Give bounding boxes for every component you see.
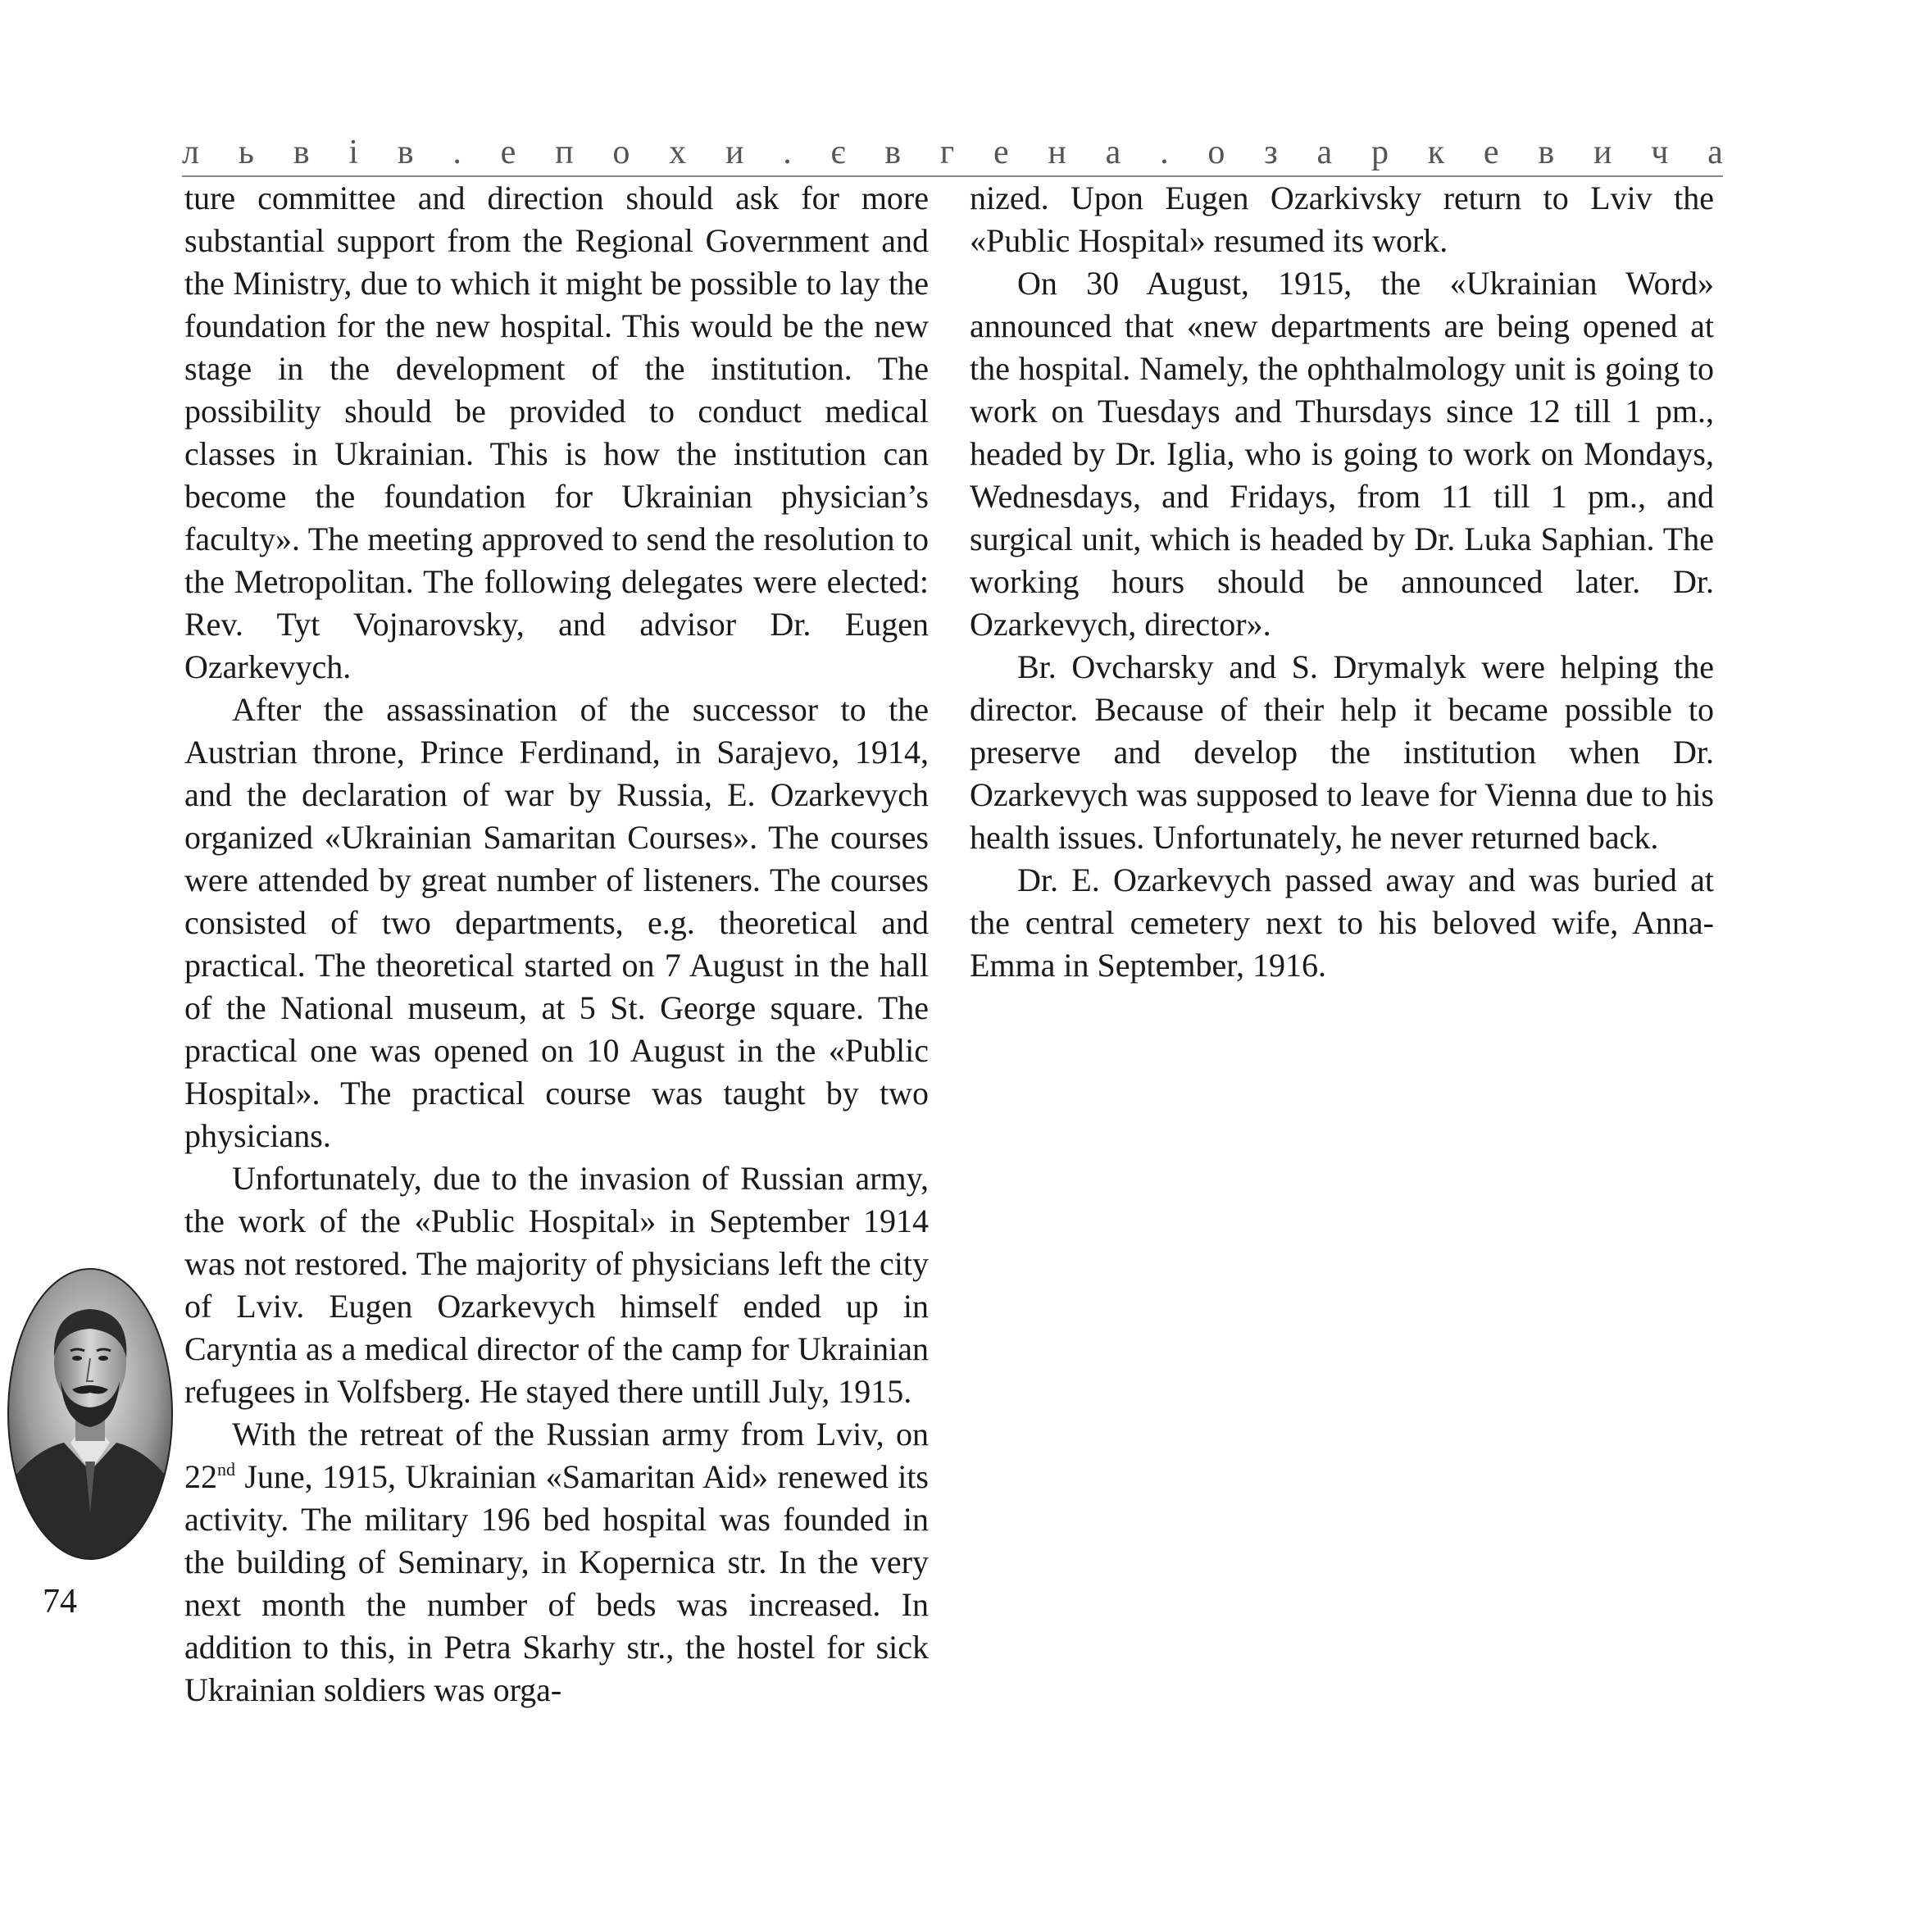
running-head-letter: ь: [238, 134, 254, 171]
running-head-letter: в: [884, 134, 902, 171]
running-head-letter: л: [182, 134, 199, 171]
running-head-letter: а: [1707, 134, 1723, 171]
running-head-letter: ч: [1651, 134, 1669, 171]
running-head-letter: з: [1264, 134, 1278, 171]
running-head-letter: а: [1316, 134, 1333, 171]
portrait-photo: [7, 1266, 175, 1562]
running-head-letter: к: [1427, 134, 1445, 171]
paragraph: nized. Upon Eugen Ozarkivsky return to Lviv the «Public Hospital» resumed its work.: [970, 180, 1714, 259]
running-head-letter: а: [1105, 134, 1121, 171]
paragraph: Unfortunately, due to the invasion of Russian army, the work of the «Public Hospital» in September 1914 was not restored. The majority of physicians left the city of Lviv. Eugen Ozarkevych himself ended up in Caryntia as a medical director of the camp for Ukrainian refugees in Volfsberg. He stayed there untill July, 1915.: [184, 1160, 929, 1410]
running-head: [182, 128, 1723, 172]
running-head-letter: в: [1538, 134, 1555, 171]
running-head-letter: е: [993, 134, 1009, 171]
running-head-letter: п: [555, 134, 574, 171]
paragraph-text: With the retreat of the Russian army from Lviv, on 22: [184, 1416, 929, 1495]
page-number: 74: [43, 1583, 77, 1621]
right-column: [970, 177, 1714, 987]
running-head-letter: о: [612, 134, 630, 171]
paragraph: Br. Ovcharsky and S. Drymalyk were helping the director. Because of their help it became possible to preserve and develop the institution when Dr. Ozarkevych was supposed to leave for Vienna due to his health issues. Unfortunately, he never returned back.: [970, 648, 1714, 856]
running-head-letter: г: [939, 134, 955, 171]
running-head-letter: .: [1160, 134, 1169, 171]
running-head-letter: і: [348, 134, 358, 171]
paragraph-text: June, 1915, Ukrainian «Samaritan Aid» renewed its activity. The military 196 bed hospital was founded in the building of Seminary, in Kopernica str. In the very next month the number of beds was increased. In addition to this, in Petra Skarhy str., the hostel for sick Ukrainian soldiers was orga-: [184, 1458, 929, 1708]
running-head-letter: р: [1371, 134, 1389, 171]
running-head-letter: х: [669, 134, 687, 171]
ordinal-suffix: nd: [217, 1459, 235, 1480]
paragraph: On 30 August, 1915, the «Ukrainian Word» announced that «new departments are being opened at the hospital. Namely, the ophthalmology unit is going to work on Tuesdays and Thursdays since 12 till 1 pm., headed by Dr. Iglia, who is going to work on Mondays, Wednesdays, and Fridays, from 11 till 1 pm., and surgical unit, which is headed by Dr. Luka Saphian. The working hours should be announced later. Dr. Ozarkevych, director».: [970, 265, 1714, 643]
running-head-letter: и: [725, 134, 744, 171]
running-head-letter: н: [1048, 134, 1066, 171]
running-head-letter: є: [830, 134, 846, 171]
running-head-letter: .: [452, 134, 461, 171]
paragraph: After the assassination of the successor to the Austrian throne, Prince Ferdinand, in Sarajevo, 1914, and the declaration of war by Russia, E. Ozarkevych organized «Ukrainian Samaritan Courses». The courses were attended by great number of listeners. The courses consisted of two departments, e.g. theoretical and practical. The theoretical started on 7 August in the hall of the National museum, at 5 St. George square. The practical one was opened on 10 August in the «Public Hospital». The practical course was taught by two physicians.: [184, 691, 929, 1154]
running-head-letter: е: [1483, 134, 1499, 171]
running-head-letter: е: [500, 134, 516, 171]
paragraph: Dr. E. Ozarkevych passed away and was buried at the central cemetery next to his beloved wife, Anna-Emma in September, 1916.: [970, 861, 1714, 984]
paragraph: ture committee and direction should ask for more substantial support from the Regional Government and the Ministry, due to which it might be possible to lay the foundation for the new hospital. This would be the new stage in the development of the institution. The possibility should be provided to conduct medical classes in Ukrainian. This is how the institution can become the foundation for Ukrainian physician’s faculty». The meeting approved to send the resolution to the Metropolitan. The following delegates were elected: Rev. Tyt Vojnarovsky, and advisor Dr. Eugen Ozarkevych.: [184, 180, 929, 685]
running-head-letter: в: [293, 134, 310, 171]
left-column: [184, 177, 929, 1712]
paragraph: [184, 1413, 929, 1712]
running-head-letter: о: [1207, 134, 1225, 171]
running-head-letter: .: [783, 134, 792, 171]
running-head-letter: и: [1593, 134, 1612, 171]
running-head-letter: в: [397, 134, 414, 171]
